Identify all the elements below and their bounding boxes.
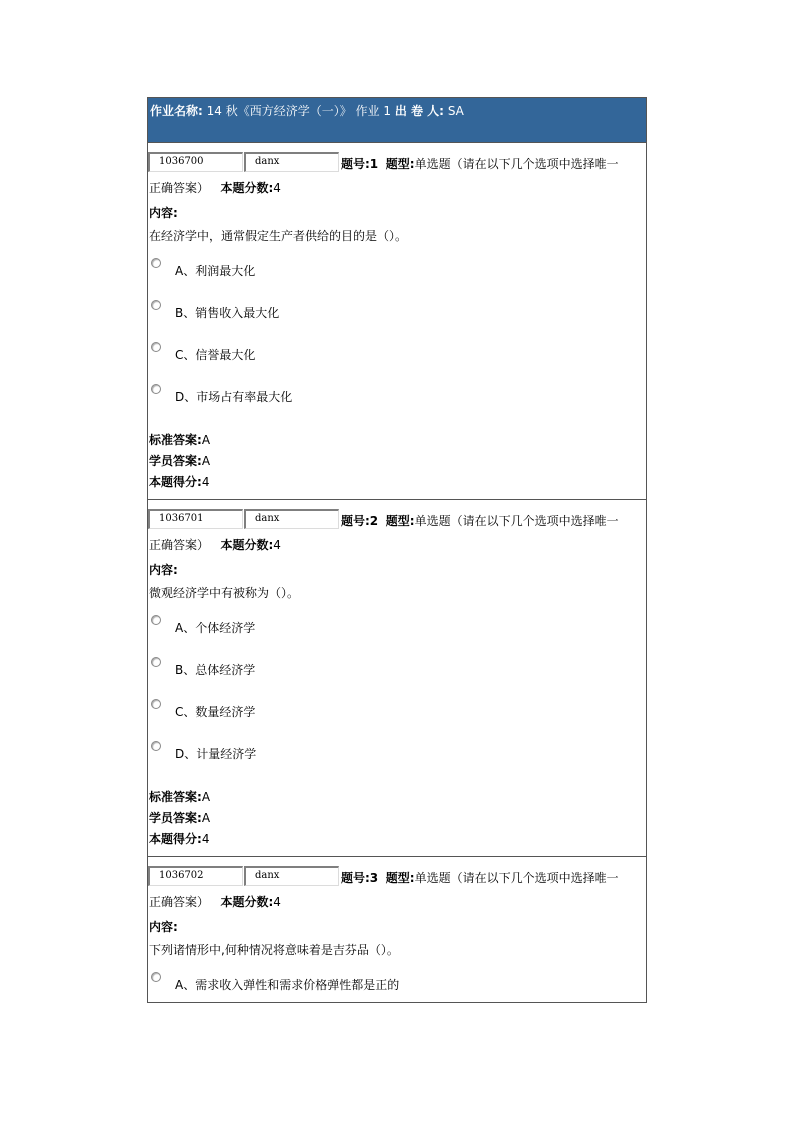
option-row[interactable] xyxy=(148,609,646,651)
question-type-value: 单选题（请在以下几个选项中选择唯一 xyxy=(414,871,619,885)
author-name: SA xyxy=(447,104,464,118)
question-score-value: 4 xyxy=(201,832,210,846)
question-meta xyxy=(341,869,619,886)
question-type-field[interactable]: danx xyxy=(244,509,339,529)
radio-button[interactable] xyxy=(151,741,161,751)
assignment-sheet xyxy=(147,97,647,1003)
standard-answer xyxy=(148,787,646,808)
assignment-header xyxy=(148,98,646,142)
question-type-label: 题型: xyxy=(385,871,415,885)
question-score-value: 4 xyxy=(201,475,210,489)
radio-button[interactable] xyxy=(151,699,161,709)
radio-button[interactable] xyxy=(151,258,161,268)
question-meta xyxy=(341,512,619,529)
option-row[interactable] xyxy=(148,294,646,336)
question-type-label: 题型: xyxy=(385,157,415,171)
question-meta xyxy=(341,155,619,172)
assignment-name: 14 秋《西方经济学（一）》 作业 1 xyxy=(206,104,391,118)
question-number: 题号:3 xyxy=(341,871,379,885)
question-id-field[interactable]: 1036700 xyxy=(148,152,243,172)
option-label: B、总体经济学 xyxy=(175,663,256,677)
question-score-label: 本题得分: xyxy=(149,475,202,489)
question-number: 题号:2 xyxy=(341,514,379,528)
score-label: 本题分数: xyxy=(220,538,274,552)
option-label: B、销售收入最大化 xyxy=(175,306,280,320)
question-id-field[interactable]: 1036702 xyxy=(148,866,243,886)
option-label: A、利润最大化 xyxy=(175,264,256,278)
question-type-value: 单选题（请在以下几个选项中选择唯一 xyxy=(414,157,619,171)
question-type-value-cont: 正确答案） xyxy=(149,181,210,195)
student-answer-label: 学员答案: xyxy=(149,454,202,468)
standard-answer-value: A xyxy=(201,790,211,804)
question-score-label: 本题得分: xyxy=(149,832,202,846)
question-block-3 xyxy=(148,856,646,1003)
option-label: D、市场占有率最大化 xyxy=(175,390,293,404)
score-value: 4 xyxy=(273,538,281,552)
content-label: 内容: xyxy=(149,563,178,577)
option-label: A、需求收入弹性和需求价格弹性都是正的 xyxy=(175,978,400,992)
question-content: 下列诸情形中,何种情况将意味着是吉芬品（）。 xyxy=(149,943,399,957)
radio-button[interactable] xyxy=(151,384,161,394)
option-label: C、数量经济学 xyxy=(175,705,256,719)
student-answer-label: 学员答案: xyxy=(149,811,202,825)
score-value: 4 xyxy=(273,895,281,909)
option-row[interactable] xyxy=(148,252,646,294)
radio-button[interactable] xyxy=(151,342,161,352)
standard-answer-label: 标准答案: xyxy=(149,790,202,804)
radio-button[interactable] xyxy=(151,657,161,667)
option-row[interactable] xyxy=(148,693,646,735)
option-label: A、个体经济学 xyxy=(175,621,256,635)
question-content: 微观经济学中有被称为（）。 xyxy=(149,586,300,600)
student-answer xyxy=(148,808,646,829)
student-answer-value: A xyxy=(201,454,211,468)
question-type-value: 单选题（请在以下几个选项中选择唯一 xyxy=(414,514,619,528)
student-answer xyxy=(148,451,646,472)
option-row[interactable] xyxy=(148,336,646,378)
question-id-field[interactable]: 1036701 xyxy=(148,509,243,529)
option-label: C、信誉最大化 xyxy=(175,348,256,362)
question-type-value-cont: 正确答案） xyxy=(149,895,210,909)
radio-button[interactable] xyxy=(151,972,161,982)
score-label: 本题分数: xyxy=(220,895,274,909)
student-answer-value: A xyxy=(201,811,211,825)
question-score xyxy=(148,472,646,493)
question-score xyxy=(148,829,646,850)
question-block-2 xyxy=(148,499,646,856)
question-type-value-cont: 正确答案） xyxy=(149,538,210,552)
question-content: 在经济学中，通常假定生产者供给的目的是（）。 xyxy=(149,229,408,243)
score-label: 本题分数: xyxy=(220,181,274,195)
content-label: 内容: xyxy=(149,206,178,220)
standard-answer-value: A xyxy=(201,433,211,447)
option-row[interactable] xyxy=(148,966,646,1003)
radio-button[interactable] xyxy=(151,300,161,310)
question-type-label: 题型: xyxy=(385,514,415,528)
option-row[interactable] xyxy=(148,651,646,693)
question-number: 题号:1 xyxy=(341,157,379,171)
radio-button[interactable] xyxy=(151,615,161,625)
question-type-field[interactable]: danx xyxy=(244,152,339,172)
score-value: 4 xyxy=(273,181,281,195)
author-label: 出 卷 人: xyxy=(394,104,444,118)
option-label: D、计量经济学 xyxy=(175,747,257,761)
option-row[interactable] xyxy=(148,378,646,420)
question-type-field[interactable]: danx xyxy=(244,866,339,886)
option-row[interactable] xyxy=(148,735,646,777)
content-label: 内容: xyxy=(149,920,178,934)
standard-answer xyxy=(148,430,646,451)
assignment-name-label: 作业名称: xyxy=(150,104,203,118)
question-block-1 xyxy=(148,142,646,499)
standard-answer-label: 标准答案: xyxy=(149,433,202,447)
